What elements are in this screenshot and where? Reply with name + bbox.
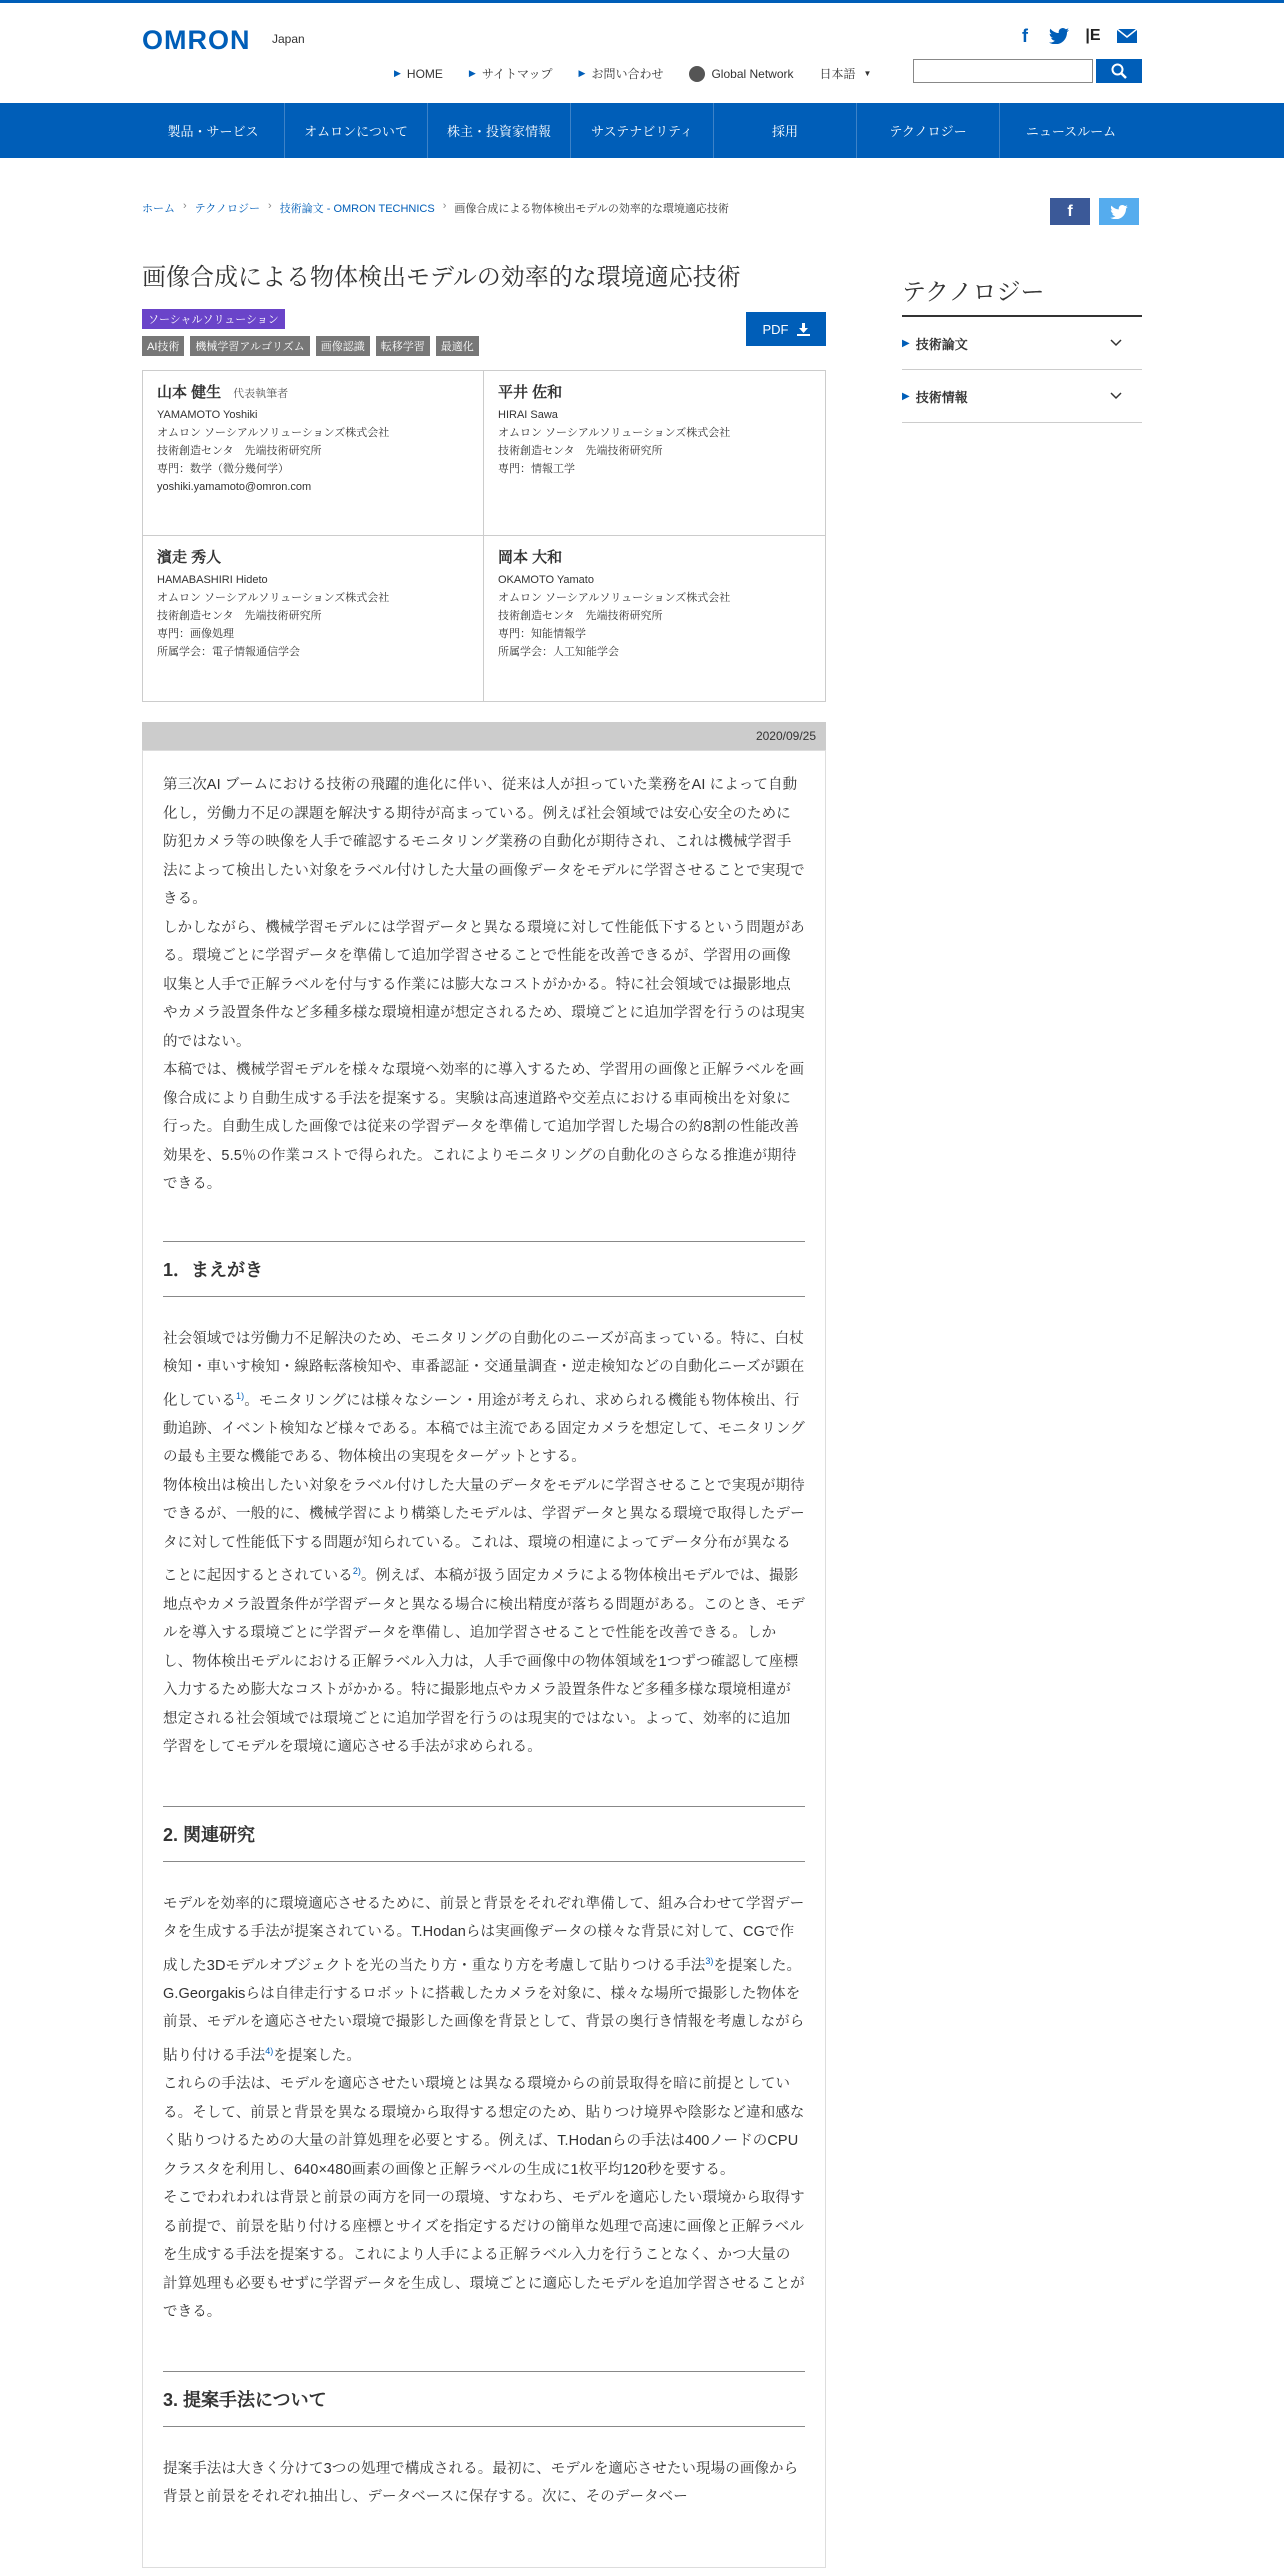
author-card: 濱走 秀人 HAMABASHIRI Hideto オムロン ソーシアルソリューションズ株式会社 技術創造センタ 先端技術研究所 専門：画像処理 所属学会：電子情報通信学会 bbox=[143, 536, 484, 701]
ie-icon[interactable]: |E bbox=[1085, 27, 1101, 44]
util-contact-link[interactable]: ▶ お問い合わせ bbox=[578, 67, 664, 81]
globe-icon bbox=[689, 66, 705, 82]
author-name: 濱走 秀人 bbox=[157, 549, 222, 566]
global-nav bbox=[0, 103, 1284, 158]
publish-date: 2020/09/25 bbox=[142, 722, 826, 750]
arrow-right-icon: ▶ bbox=[578, 68, 586, 78]
facebook-icon[interactable]: f bbox=[1022, 25, 1028, 46]
author-email[interactable]: yoshiki.yamamoto@omron.com bbox=[157, 481, 312, 494]
author-card: 岡本 大和 OKAMOTO Yamato オムロン ソーシアルソリューションズ株式会社 技術創造センタ 先端技術研究所 専門：知能情報学 所属学会：人工知能学会 bbox=[498, 549, 731, 659]
tag[interactable]: 最適化 bbox=[436, 336, 479, 356]
header-social-links bbox=[1014, 25, 1138, 47]
util-home-link[interactable]: ▶ HOME bbox=[394, 66, 443, 81]
author-grid bbox=[142, 370, 826, 702]
author-name: 平井 佐和 bbox=[498, 384, 563, 401]
reference-link[interactable]: 3) bbox=[705, 1955, 714, 1966]
region-label: Japan bbox=[272, 32, 305, 46]
share-buttons bbox=[1050, 198, 1139, 225]
download-icon bbox=[797, 323, 810, 336]
breadcrumb-current: 画像合成による物体検出モデルの効率的な環境適応技術 bbox=[454, 203, 729, 215]
arrow-right-icon: ▶ bbox=[902, 337, 910, 349]
omron-logo[interactable]: OMRON bbox=[142, 25, 251, 55]
arrow-right-icon: ▶ bbox=[394, 68, 401, 78]
gnav-sustainability[interactable]: サステナビリティ bbox=[571, 103, 714, 158]
article-body: 第三次AI ブームにおける技術の飛躍的進化に伴い、従来は人が担っていた業務をAI によって自動化し，労働力不足の課題を解決する期待が高まっている。例えば社会領域では安心安全のために防犯カメラ等の映像を人手で確認するモニタリング業務の自動化が期待され、これは機械学習手法によって検出したい対象をラベル付けした大量の画像データをモデルに学習させることで実現できる。 しかしながら、機械学習モデルには学習データと異なる環境に対して性能低下するという問題がある。環境ごとに学習データを準備して追加学習させることで性能を改善できるが、学習用の画像収集と人手で正解ラベルを付与する作業には膨大なコストがかかる。特に社会領域では撮影地点やカメラ設置条件など多種多様な環境相違が想定されるため、環境ごとに追加学習を行うのは現実的ではない。 本稿では、機械学習モデルを様々な環境へ効率的に導入するため、学習用の画像と正解ラベルを画像合成により自動生成する手法を提案する。実験は高速道路や交差点における車両検出を対象に行った。自動生成した画像では従来の学習データを準備して追加学習した場合の約8割の性能改善効果を、5.5％の作業コストで得られた。これによりモニタリングの自動化のさらなる推進が期待できる。 1．まえがき 社会領域では労働力不足解決のため、モニタリングの自動化のニーズが高まっている。特に、白杖検知・車いす検知・線路転落検知や、車番認証・交通量調査・逆走検知などの自動化ニーズが顕在化している$^{1)}$。モニタリングには様々なシーン・用途が考えられ、求められる機能も物体検出、行動追跡、イベント検知など様々である。本稿では主流である固定カメラを想定して、モニタリングの最も主要な機能である、物体検出の実現をターゲットとする。 物体検出は検出したい対象をラベル付けした大量のデータをモデルに学習させることで実現が期待できるが、一般的に、機械学習により構築したモデルは、学習データと異なる環境で取得したデータに対して性能低下する問題が知られている。これは、環境の相違によってデータ分布が異なることに起因するとされている$^{2)}$。例えば、本稿が扱う固定カメラによる物体検出モデルでは、撮影地点やカメラ設置条件が学習データと異なる場合に検出精度が落ちる問題がある。このとき、モデルを導入する環境ごとに学習データを準備し、追加学習させることで性能を改善できる。しかし、物体検出モデルにおける正解ラベル入力は，人手で画像中の物体領域を1つずつ確認して座標入力するため膨大なコストがかかる。特に撮影地点やカメラ設置条件など多種多様な環境相違が想定される社会領域では環境ごとに追加学習を行うのは現実的ではない。よって、効率的に追加学習をしてモデルを環境に適応させる手法が求められる。 2. 関連研究 モデルを効率的に環境適応させるために、前景と背景をそれぞれ準備して、組み合わせて学習データを生成する手法が提案されている。T.Hodanらは実画像データの様々な背景に対して、CGで作成した3Dモデルオブジェクトを光の当たり方・重なり方を考慮して貼りつける手法$^{3)}$を提案した。G.Georgakisらは自律走行するロボットに搭載したカメラを対象に、様々な場所で撮影した物体を前景、モデルを適応させたい環境で撮影した画像を背景として、背景の奥行き情報を考慮しながら貼り付ける手法$^{4)}$を提案した。 これらの手法は、モデルを適応させたい環境とは異なる環境からの前景取得を暗に前提としている。そして、前景と背景を異なる環境から取得する想定のため、貼りつけ境界や陰影など違和感なく貼りつけるための大量の計算処理を必要とする。例えば、T.Hodanらの手法は400ノードのCPU クラスタを利用し、640×480画素の画像と正解ラベルの生成に1枚平均120秒を要する。 そこでわれわれは背景と前景の両方を同一の環境、すなわち、モデルを適応したい環境から取得する前提で、前景を貼り付ける座標とサイズを指定するだけの簡単な処理で高速に画像と正解ラベルを生成する手法を提案する。これにより人手による正解ラベル入力を行うことなく、かつ大量の計算処理も必要もせずに学習データを生成し、環境ごとに適応したモデルを追加学習させることができる。 3. 提案手法について 提案手法は大きく分けて3つの処理で構成される。最初に、モデルを適応させたい現場の画像から背景と前景をそれぞれ抽出し、データベースに保存する。次に、そのデータベー bbox=[142, 750, 826, 2568]
breadcrumb-technics[interactable]: 技術論文 - OMRON TECHNICS bbox=[279, 203, 435, 215]
chevron-down-icon bbox=[1110, 336, 1122, 350]
page-title: 画像合成による物体検出モデルの効率的な環境適応技術 bbox=[142, 264, 741, 291]
author-role: 代表執筆者 bbox=[233, 388, 289, 400]
search-icon bbox=[1111, 63, 1127, 79]
twitter-share-button[interactable] bbox=[1099, 198, 1139, 225]
gnav-about[interactable]: オムロンについて bbox=[285, 103, 428, 158]
sidebar-title: テクノロジー bbox=[902, 272, 1142, 317]
tag[interactable]: 転移学習 bbox=[376, 336, 430, 356]
utility-nav bbox=[394, 65, 885, 82]
util-sitemap-link[interactable]: ▶ サイトマップ bbox=[468, 67, 553, 81]
category-badge[interactable]: ソーシャルソリューション bbox=[142, 309, 285, 329]
facebook-share-button[interactable]: f bbox=[1050, 198, 1090, 225]
twitter-icon[interactable] bbox=[1048, 25, 1070, 47]
author-name: 岡本 大和 bbox=[498, 549, 563, 566]
pdf-download-button[interactable]: PDF bbox=[746, 312, 826, 346]
sidebar bbox=[902, 272, 1142, 423]
abstract: 第三次AI ブームにおける技術の飛躍的進化に伴い、従来は人が担っていた業務をAI によって自動化し，労働力不足の課題を解決する期待が高まっている。例えば社会領域では安心安全のために防犯カメラ等の映像を人手で確認するモニタリング業務の自動化が期待され、これは機械学習手法によって検出したい対象をラベル付けした大量の画像データをモデルに学習させることで実現できる。 しかしながら、機械学習モデルには学習データと異なる環境に対して性能低下するという問題がある。環境ごとに学習データを準備して追加学習させることで性能を改善できるが、学習用の画像収集と人手で正解ラベルを付与する作業には膨大なコストがかかる。特に社会領域では撮影地点やカメラ設置条件など多種多様な環境相違が想定されるため、環境ごとに追加学習を行うのは現実的ではない。 本稿では、機械学習モデルを様々な環境へ効率的に導入するため、学習用の画像と正解ラベルを画像合成により自動生成する手法を提案する。実験は高速道路や交差点における車両検出を対象に行った。自動生成した画像では従来の学習データを準備して追加学習した場合の約8割の性能改善効果を、5.5％の作業コストで得られた。これによりモニタリングの自動化のさらなる推進が期待できる。 bbox=[163, 777, 805, 1192]
breadcrumb: ホーム › テクノロジー › 技術論文 - OMRON TECHNICS › 画像合成による物体検出モデルの効率的な環境適応技術 bbox=[142, 200, 729, 215]
tag[interactable]: 画像認識 bbox=[316, 336, 370, 356]
arrow-right-icon: ▶ bbox=[902, 390, 910, 402]
chevron-down-icon bbox=[1110, 389, 1122, 403]
sidebar-item-info[interactable]: ▶ 技術情報 bbox=[902, 370, 1142, 423]
tag-list bbox=[142, 336, 479, 356]
author-card: 平井 佐和 HIRAI Sawa オムロン ソーシアルソリューションズ株式会社 技術創造センタ 先端技術研究所 専門：情報工学 bbox=[484, 371, 825, 536]
tag[interactable]: AI技術 bbox=[142, 336, 184, 356]
sidebar-item-papers[interactable]: ▶ 技術論文 bbox=[902, 317, 1142, 370]
section-heading: 2. 関連研究 bbox=[163, 1806, 805, 1862]
search-button[interactable] bbox=[1096, 59, 1142, 83]
arrow-right-icon: ▶ bbox=[468, 68, 476, 78]
tag[interactable]: 機械学習アルゴリズム bbox=[190, 336, 309, 356]
gnav-technology[interactable]: テクノロジー bbox=[857, 103, 1000, 158]
gnav-products[interactable]: 製品・サービス bbox=[142, 103, 285, 158]
reference-link[interactable]: 2) bbox=[352, 1566, 362, 1577]
author-name: 山本 健生 bbox=[157, 384, 222, 401]
language-selector[interactable]: 日本語 ▼ bbox=[819, 67, 872, 81]
gnav-newsroom[interactable]: ニュースルーム bbox=[1025, 124, 1117, 139]
breadcrumb-home[interactable]: ホーム bbox=[142, 203, 175, 215]
section-heading: 3. 提案手法について bbox=[163, 2371, 805, 2427]
reference-link[interactable]: 4) bbox=[265, 2045, 274, 2056]
gnav-careers[interactable]: 採用 bbox=[714, 103, 857, 158]
site-header bbox=[0, 3, 1284, 103]
main-content bbox=[142, 262, 826, 2506]
caret-down-icon: ▼ bbox=[863, 69, 872, 78]
util-global-network-link[interactable]: Global Network bbox=[689, 66, 793, 82]
author-card: 山本 健生 代表執筆者 YAMAMOTO Yoshiki オムロン ソーシアルソリューションズ株式会社 技術創造センタ 先端技術研究所 専門：数学（微分幾何学） yoshiki.yamamoto@omron.com bbox=[143, 371, 484, 536]
gnav-investors[interactable]: 株主・投資家情報 bbox=[428, 103, 571, 158]
reference-link[interactable]: 1) bbox=[236, 1390, 245, 1401]
mail-icon[interactable] bbox=[1116, 25, 1138, 47]
breadcrumb-technology[interactable]: テクノロジー bbox=[194, 203, 261, 215]
search-input[interactable] bbox=[913, 59, 1093, 83]
section-heading: 1．まえがき bbox=[163, 1241, 805, 1297]
